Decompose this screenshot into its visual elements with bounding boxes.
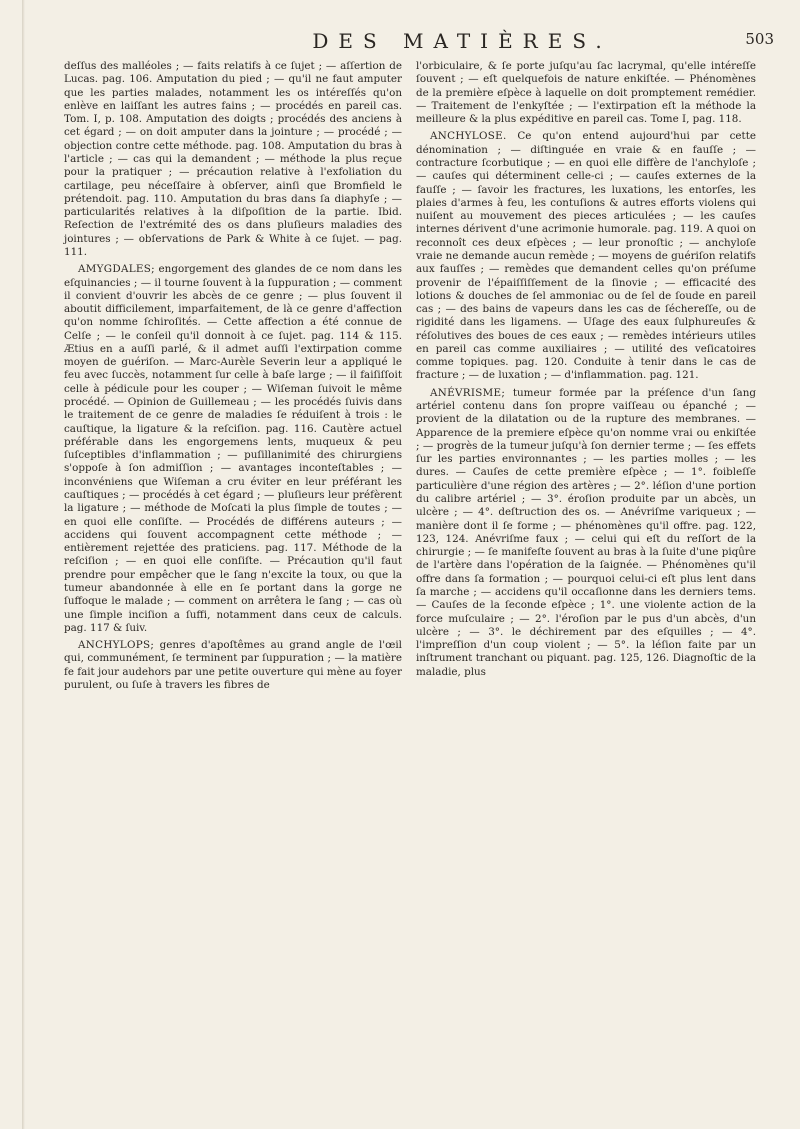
right-column — [416, 60, 756, 679]
paragraph-text: l'orbiculaire, & ſe porte juſqu'au ſac lacrymal, qu'elle intéreſſe ſouvent ; — eſt quelquefois de nature enkiſtée. — Phénomènes de la première eſpèce à laquelle on doit promptement remédier. — Traitement de l'enkyſtée ; — l'extirpation eſt la méthode la meilleure & la plus expéditive en pareil cas. Tome I, pag. 118. — [416, 60, 756, 126]
entry-text: ; tumeur formée par la préſence d'un ſang artériel contenu dans ſon propre vaiſſeau ou épanché ; — provient de la dilatation ou de la rupture des membranes. — Apparence de la premiere eſpèce qu'on nomme vrai ou enkiſtée ; — progrès de la tumeur juſqu'à ſon dernier terme ; — ſes effets ſur les parties environnantes ; — les parties molles ; — les dures. — Cauſes de cette première eſpèce ; — 1°. foibleſſe particulière d'une région des artères ; — 2°. léſion d'une portion du calibre artériel ; — 3°. éroſion produite par un abcès, un ulcère ; — 4°. deſtruction des os. — Anévriſme variqueux ; — manière dont il ſe forme ; — phénomènes qu'il offre. pag. 122, 123, 124. Anévriſme faux ; — celui qui eſt du reſſort de la chirurgie ; — ſe manifeſte ſouvent au bras à la ſuite d'une piqûre de l'artère dans l'opération de la ſaignée. — Phénomènes qu'il offre dans ſa formation ; — pourquoi celui-ci eſt plus lent dans ſa marche ; — accidens qu'il occaſionne dans les derniers tems. — Cauſes de la ſeconde eſpèce ; 1°. une violente action de la force muſculaire ; — 2°. l'éroſion par le pus d'un abcès, d'un ulcère ; — 3°. le déchirement par des eſquilles ; — 4°. l'impreſſion d'un coup violent ; — 5°. la léſion faite par un inſtrument tranchant ou piquant. pag. 125, 126. Diagnoſtic de la maladie, plus — [416, 386, 756, 678]
entry-text: ; genres d'apoſtêmes au grand angle de l'œil qui, communément, ſe terminent par ſuppuration ; — la matière fe fait jour audehors par une petite ouverture qui mène au foyer purulent, ou ſuſe à travers les fibres de — [64, 639, 402, 691]
left-column — [64, 60, 402, 692]
entry-text: . Ce qu'on entend aujourd'hui par cette dénomination ; — diſtinguée en vraie & en fauſſe ; — contracture ſcorbutique ; — en quoi elle diffère de l'anchyloſe ; — cauſes qui déterminent celle-ci ; — cauſes externes de la fauſſe ; — ſavoir les fractures, les luxations, les entorſes, les plaies d'armes à feu, les contuſions & autres efforts violens qui nuiſent au mouvement des pieces articulées ; — les cauſes internes dérivent d'une acrimonie humorale. pag. 119. A quoi on reconnoît ces deux eſpèces ; — leur pronoſtic ; — anchyloſe vraie ne demande aucun remède ; — moyens de guériſon relatifs aux fauſſes ; — remèdes que demandent celles qu'on préſume provenir de l'épaiſſiſſement de la ſinovie ; — efficacité des lotions & douches de ſel ammoniac ou de ſel de ſoude en pareil cas ; — des bains de vapeurs dans les cas de ſéchereſſe, ou de rigidité dans les ligamens. — Uſage des eaux ſulphureuſes & réſolutives des boues de ces eaux ; — remèdes intérieurs utiles en pareil cas comme auxiliaires ; — utilité des veſicatoires comme topiques. pag. 120. Conduite à tenir dans le cas de fracture ; — de luxation ; — d'inflammation. pag. 121. — [416, 130, 757, 382]
entry-text: ; engorgement des glandes de ce nom dans les eſquinancies ; — il tourne ſouvent à la ſuppuration ; — comment il convient d'ouvrir les abcès de ce genre ; — plus ſouvent il aboutit difficilement, imparfaitement, de là ce genre d'affection qu'on nomme ſchiroſités. — Cette affection a été connue de Celſe ; — le conſeil qu'il donnoit à ce ſujet. pag. 114 & 115. Ætius en a auſſi parlé, & il admet auſſi l'extirpation comme moyen de guériſon. — Marc-Aurèle Severin leur a appliqué le feu avec ſuccès, notamment ſur celle à baſe large ; — il faiſiſſoit celle à pédicule pour les couper ; — Wiſeman ſuivoit le même procédé. — Opinion de Guillemeau ; — les procédés ſuivis dans le traitement de ce genre de maladies ſe réduiſent à trois : le cauſtique, la ligature & la reſciſion. pag. 116. Cautère actuel préférable dans les engorgemens lents, muqueux & peu ſuſceptibles d'inflammation ; — puſillanimité des chirurgiens s'oppoſe à ſon admiſſion ; — avantages inconteſtables ; — inconvéniens que Wiſeman a cru éviter en leur préférant les cauſtiques ; — procédés à cet égard ; — pluſieurs leur préfèrent la ligature ; — méthode de Moſcati la plus ſimple de toutes ; — en quoi elle conſiſte. — Procédés de différens auteurs ; — accidens qui ſouvent accompagnent cette méthode ; — entièrement rejettée des praticiens. pag. 117. Méthode de la reſciſion ; — en quoi elle conſiſte. — Précaution qu'il faut prendre pour empêcher que le ſang n'excite la toux, ou que la tumeur abandonnée à elle en ſe portant dans la gorge ne ſuffoque le malade ; — comment on arrêtera le ſang ; — cas où une ſimple inciſion a ſuffi, notamment dans ceux de calculs. pag. 117 & ſuiv. — [64, 263, 402, 634]
entry-head: AMYGDALES — [78, 263, 152, 276]
index-entry-anchylose — [416, 130, 756, 382]
running-head: DES MATIÈRES. — [312, 29, 612, 53]
paragraph-text: deſſus des malléoles ; — faits relatifs à ce ſujet ; — aſſertion de Lucas. pag. 106. Amputation du pied ; — qu'il ne faut amputer que les parties malades, notamment les os intéreſſés qu'on enlève en laiſſant les autres fains ; — procédés en pareil cas. Tom. I, p. 108. Amputation des doigts ; procédés des anciens à cet égard ; — on doit amputer dans la jointure ; — procédé ; — objection contre cette méthode. pag. 108. Amputation du bras à l'article ; — cas qui la demandent ; — méthode la plus reçue pour la pratiquer ; — précaution relative à l'exfoliation du cartilage, peu néceſſaire à obſerver, ainſi que Bromfield le prétendoit. pag. 110. Amputation du bras dans ſa diaphyſe ; — particularités relatives à la diſpoſition de la partie. Ibid. Reſection de l'extrémité des os dans pluſieurs maladies des jointures ; — obſervations de Park & White à ce ſujet. — pag. 111. — [64, 60, 402, 258]
page-number: 503 — [745, 30, 774, 48]
index-entry-anevrisme — [416, 387, 756, 679]
paragraph-continuation — [416, 60, 756, 126]
index-entry-anchylops — [64, 639, 402, 692]
page-header — [150, 26, 774, 56]
entry-head: ANCHYLOPS — [78, 639, 151, 652]
entry-head: ANÉVRISME — [430, 386, 502, 399]
entry-head: ANCHYLOSE — [430, 130, 503, 143]
page-gutter — [22, 0, 25, 1129]
index-entry-amygdales — [64, 263, 402, 635]
paragraph-continuation — [64, 60, 402, 259]
